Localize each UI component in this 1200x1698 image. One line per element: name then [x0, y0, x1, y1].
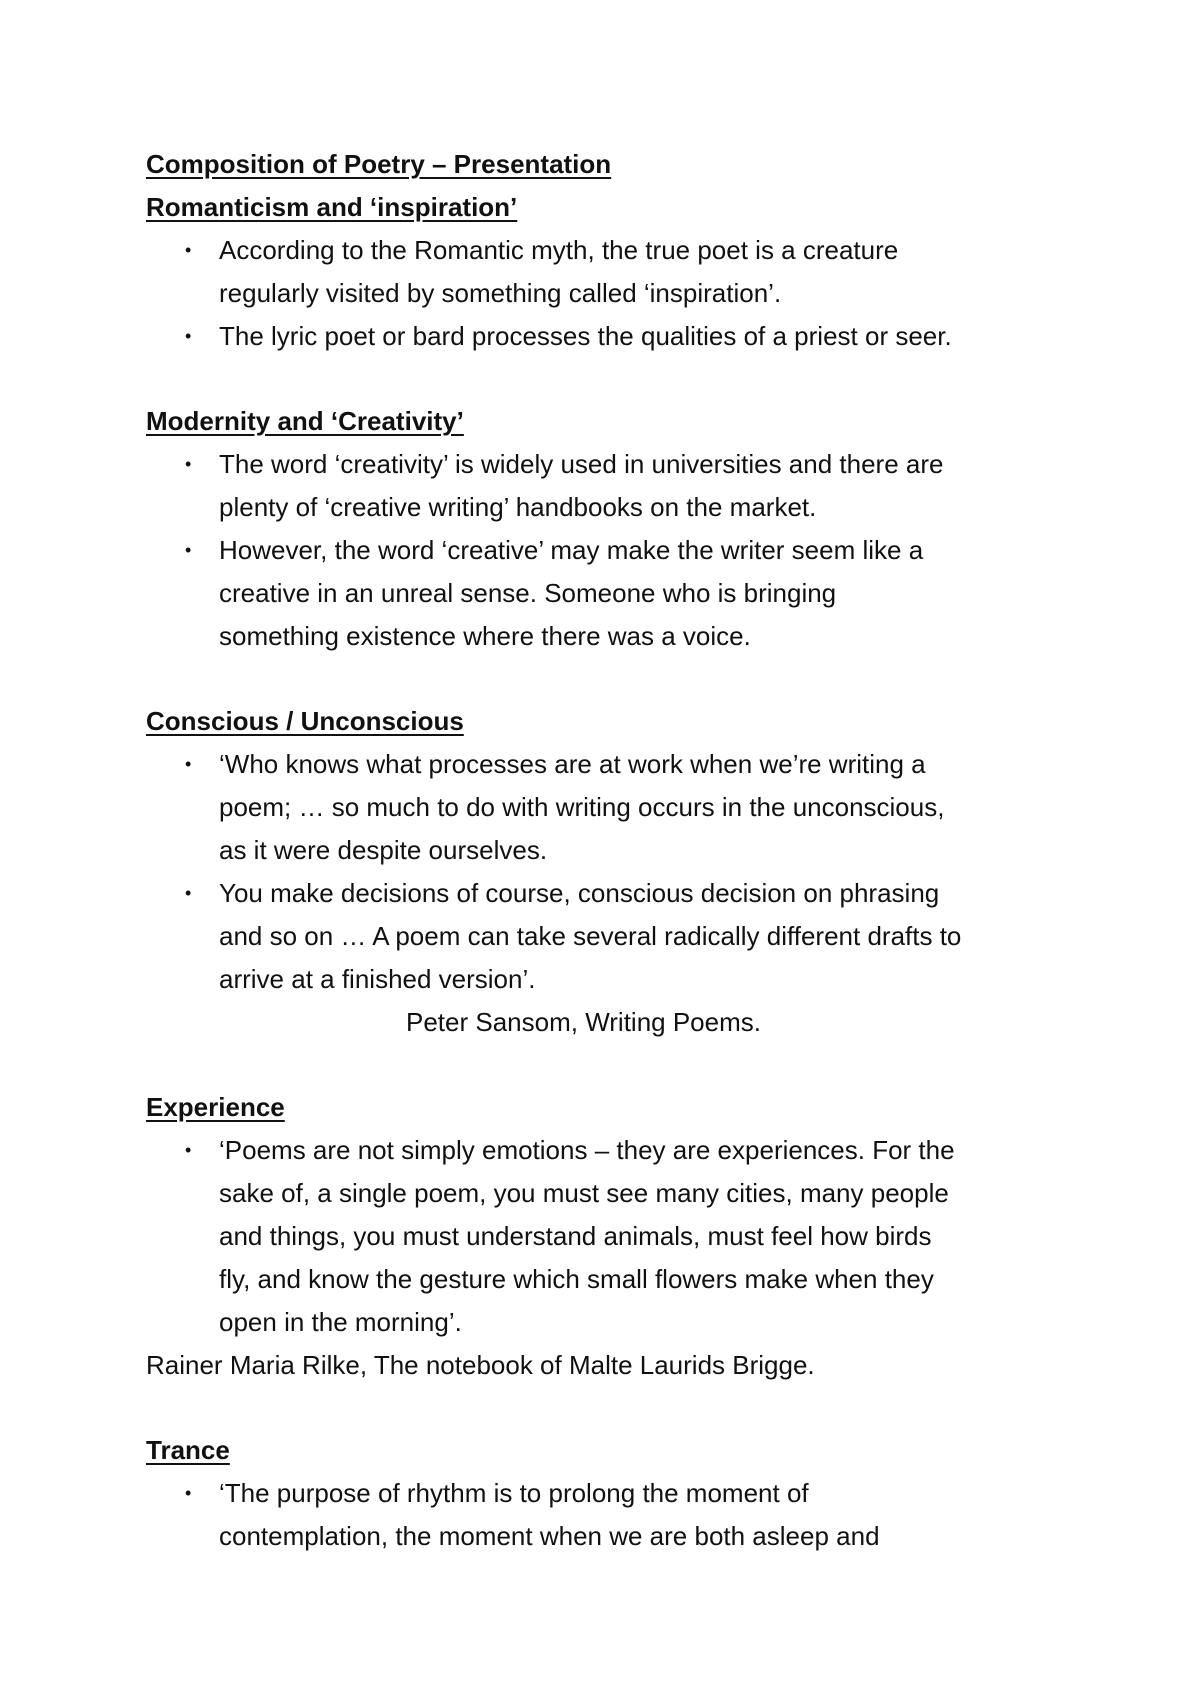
section-heading-modernity: Modernity and ‘Creativity’	[146, 406, 464, 436]
bullet-text-line: open in the morning’.	[219, 1307, 462, 1337]
section-heading-conscious: Conscious / Unconscious	[146, 706, 464, 736]
bullet-text-line: and so on … A poem can take several radically different drafts to	[219, 921, 962, 951]
section-experience	[146, 1086, 1086, 1387]
bullet-icon: •	[185, 540, 192, 560]
bullet-list-conscious	[146, 743, 1086, 1001]
bullet-icon: •	[185, 454, 192, 474]
bullet-text-line: The lyric poet or bard processes the qualities of a priest or seer.	[219, 321, 952, 351]
bullet-text-line: According to the Romantic myth, the true poet is a creature	[219, 235, 899, 265]
bullet-text-line: However, the word ‘creative’ may make the writer seem like a	[219, 535, 924, 565]
bullet-text-line: fly, and know the gesture which small flowers make when they	[219, 1264, 934, 1294]
bullet-item	[146, 743, 1086, 872]
bullet-text-line: sake of, a single poem, you must see many cities, many people	[219, 1178, 949, 1208]
bullet-item	[146, 229, 1086, 315]
bullet-text-line: ‘The purpose of rhythm is to prolong the moment of	[219, 1478, 809, 1508]
bullet-icon: •	[185, 240, 192, 260]
bullet-text-line: ‘Who knows what processes are at work when we’re writing a	[219, 749, 926, 779]
bullet-text-line: poem; … so much to do with writing occurs in the unconscious,	[219, 792, 945, 822]
document-page	[146, 143, 1086, 1600]
bullet-item	[146, 529, 1086, 658]
bullet-text-line: creative in an unreal sense. Someone who is bringing	[219, 578, 837, 608]
bullet-text-line: plenty of ‘creative writing’ handbooks on the market.	[219, 492, 817, 522]
bullet-icon: •	[185, 326, 192, 346]
attribution-sansom: Peter Sansom, Writing Poems.	[406, 1007, 761, 1037]
bullet-list-modernity	[146, 443, 1086, 658]
section-heading-experience: Experience	[146, 1092, 285, 1122]
section-trance	[146, 1429, 1086, 1558]
document-title: Composition of Poetry – Presentation	[146, 149, 612, 179]
bullet-text-line: arrive at a finished version’.	[219, 964, 536, 994]
bullet-text-line: contemplation, the moment when we are both asleep and	[219, 1521, 880, 1551]
bullet-text-line: regularly visited by something called ‘inspiration’.	[219, 278, 782, 308]
bullet-item	[146, 1472, 1086, 1558]
bullet-item	[146, 315, 1086, 358]
bullet-icon: •	[185, 754, 192, 774]
bullet-item	[146, 872, 1086, 1001]
bullet-text-line: You make decisions of course, conscious decision on phrasing	[219, 878, 940, 908]
bullet-list-romanticism	[146, 229, 1086, 358]
bullet-text-line: ‘Poems are not simply emotions – they are experiences. For the	[219, 1135, 955, 1165]
bullet-list-trance	[146, 1472, 1086, 1558]
section-modernity	[146, 400, 1086, 658]
bullet-list-experience	[146, 1129, 1086, 1344]
bullet-icon: •	[185, 1140, 192, 1160]
bullet-text-line: The word ‘creativity’ is widely used in universities and there are	[219, 449, 944, 479]
bullet-icon: •	[185, 1483, 192, 1503]
section-heading-romanticism: Romanticism and ‘inspiration’	[146, 192, 518, 222]
bullet-icon: •	[185, 883, 192, 903]
attribution-rilke: Rainer Maria Rilke, The notebook of Malte Laurids Brigge.	[146, 1350, 815, 1380]
section-conscious	[146, 700, 1086, 1044]
bullet-text-line: as it were despite ourselves.	[219, 835, 548, 865]
bullet-text-line: and things, you must understand animals, must feel how birds	[219, 1221, 932, 1251]
bullet-item	[146, 443, 1086, 529]
section-romanticism	[146, 143, 1086, 358]
bullet-item	[146, 1129, 1086, 1344]
bullet-text-line: something existence where there was a voice.	[219, 621, 751, 651]
section-heading-trance: Trance	[146, 1435, 230, 1465]
